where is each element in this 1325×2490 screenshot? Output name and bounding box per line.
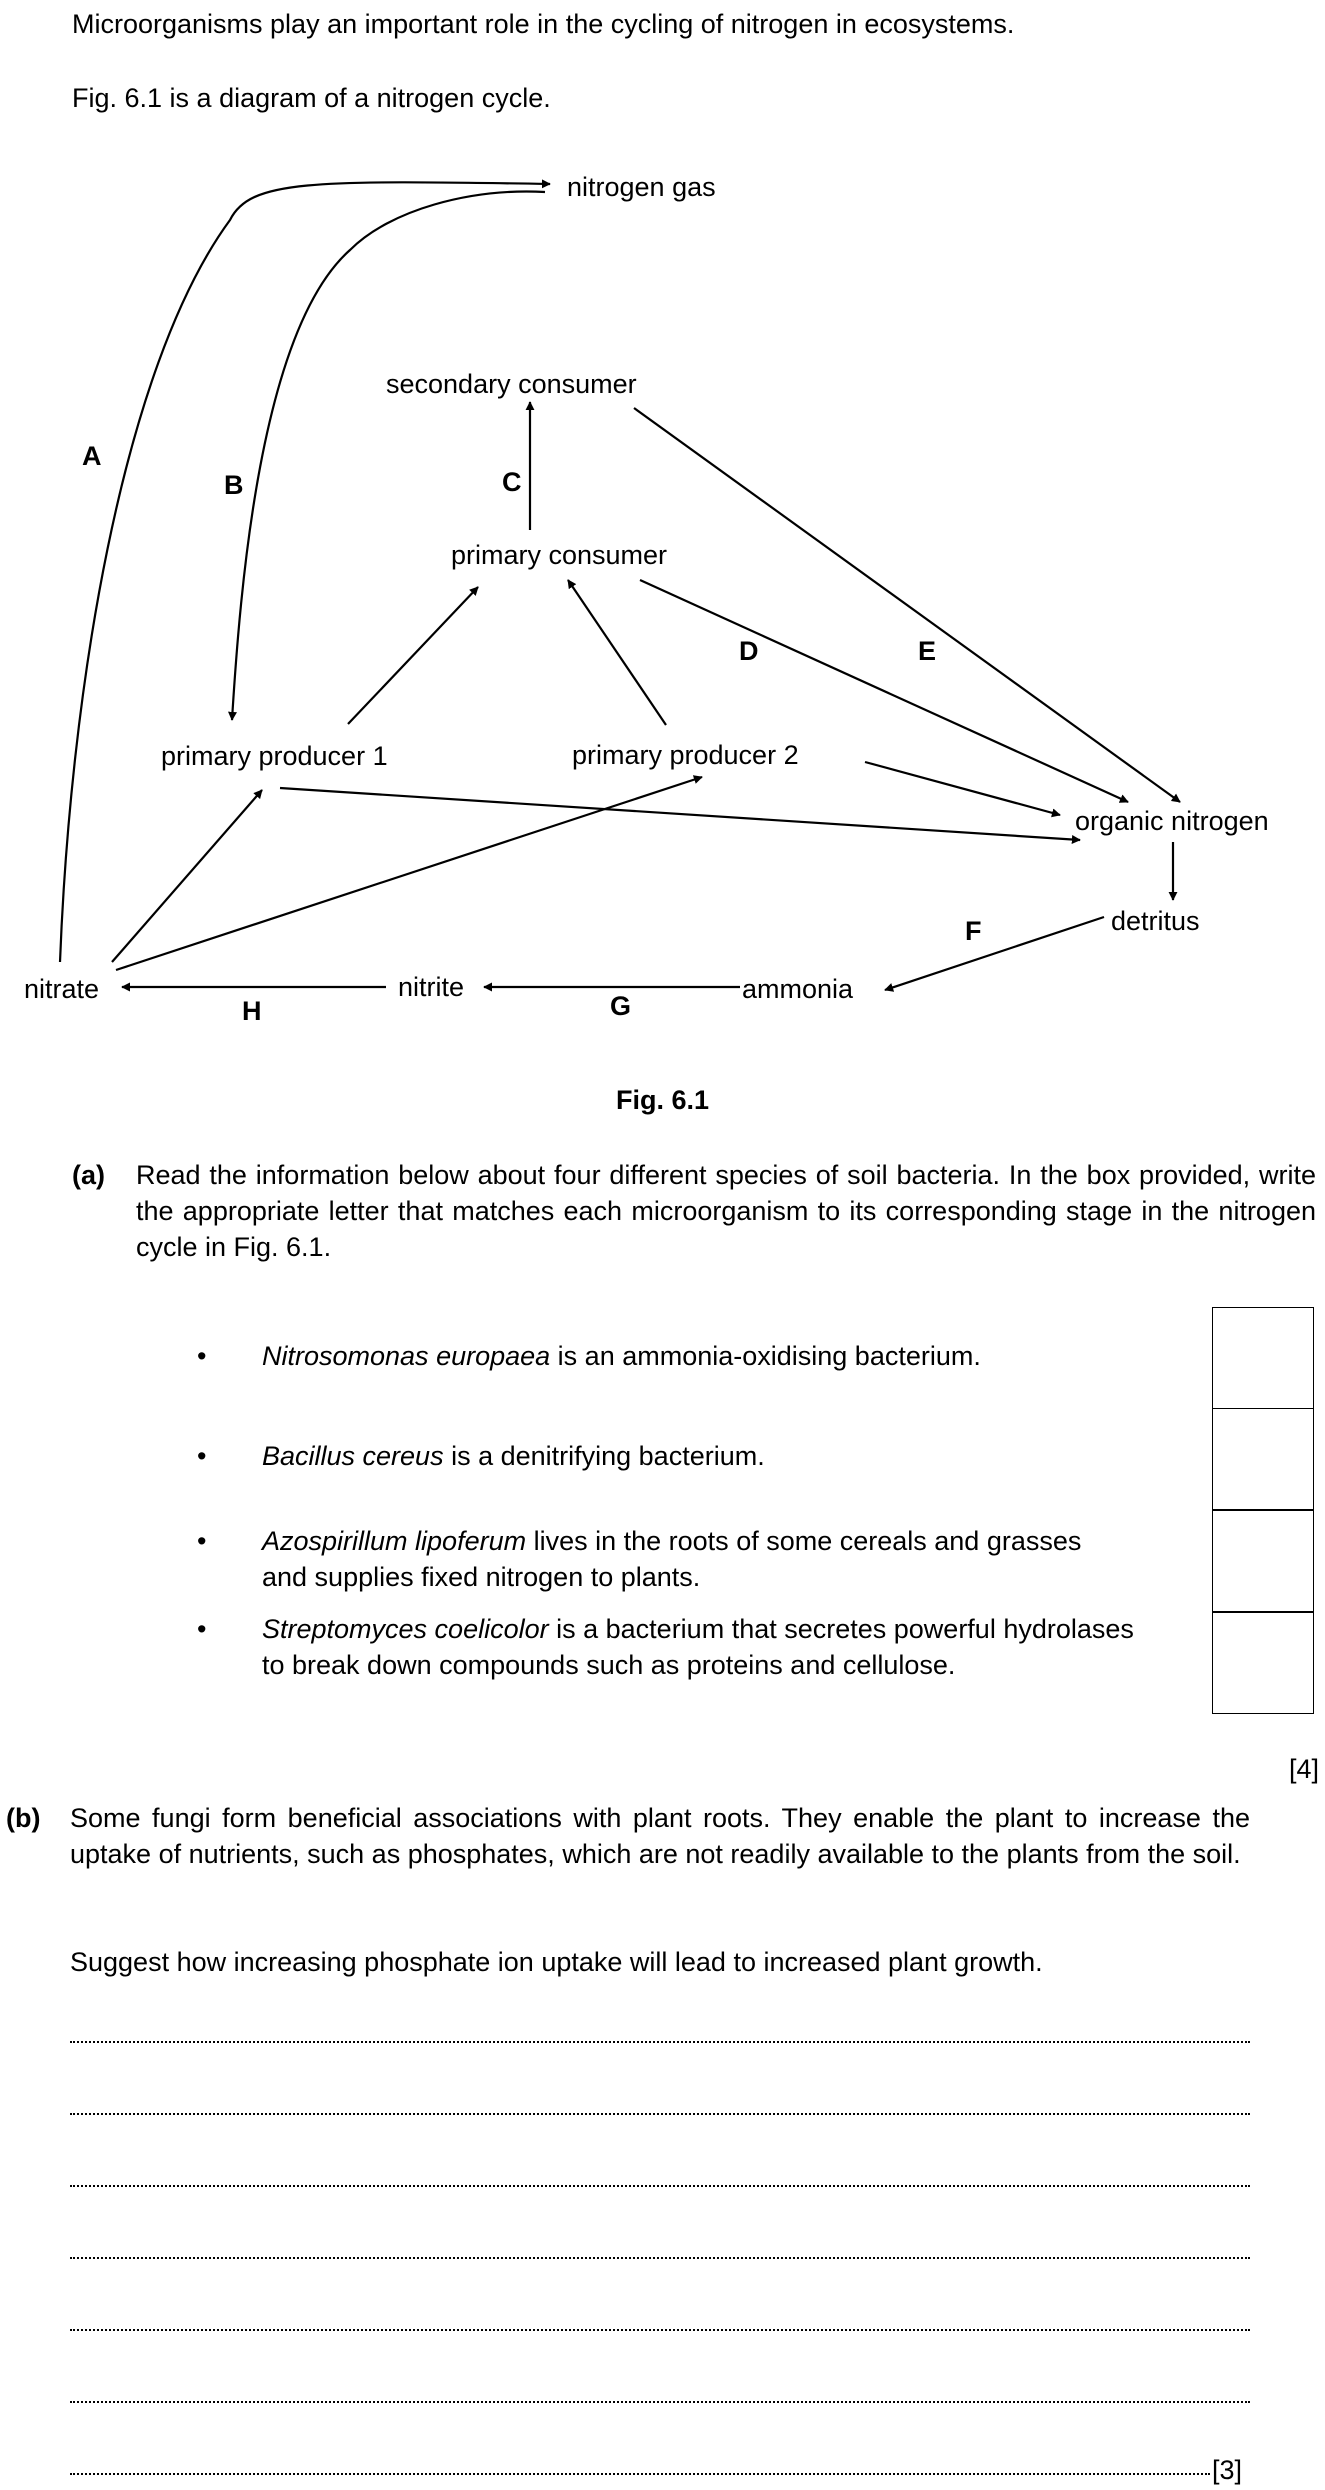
nitrogen-cycle-diagram bbox=[0, 140, 1325, 1120]
label-b: B bbox=[224, 470, 244, 500]
arrow-nitrate-to-pp1 bbox=[112, 790, 262, 962]
arrow-nitrate-to-pp2 bbox=[116, 777, 702, 970]
arrow-b bbox=[232, 192, 545, 720]
figure-reference-text: Fig. 6.1 is a diagram of a nitrogen cycle. bbox=[72, 83, 551, 113]
answer-line-2[interactable] bbox=[70, 2113, 1250, 2115]
answer-line-1[interactable] bbox=[70, 2041, 1250, 2043]
arrow-pp2-to-organic bbox=[865, 762, 1060, 815]
bullet-3: • bbox=[197, 1526, 207, 1556]
label-a: A bbox=[82, 441, 102, 471]
answer-line-6[interactable] bbox=[70, 2401, 1250, 2403]
answer-box-1[interactable] bbox=[1212, 1307, 1314, 1409]
node-nitrogen-gas: nitrogen gas bbox=[567, 172, 716, 202]
label-h: H bbox=[242, 996, 262, 1026]
intro-text: Microorganisms play an important role in the cycling of nitrogen in ecosystems. bbox=[72, 9, 1015, 39]
part-a-marks: [4] bbox=[1288, 1754, 1319, 1784]
answer-line-3[interactable] bbox=[70, 2185, 1250, 2187]
species-name-3: Azospirillum lipoferum bbox=[262, 1526, 527, 1556]
node-detritus: detritus bbox=[1111, 906, 1200, 936]
label-g: G bbox=[610, 991, 632, 1021]
part-b-text: Some fungi form beneficial associations with plant roots. They enable the plant to increase the uptake of nutrients, such as phosphates, which are not readily available to the plants from the soil. bbox=[70, 1803, 1250, 1869]
arrow-pp1-to-consumer bbox=[348, 587, 478, 724]
label-c: C bbox=[502, 467, 522, 497]
answer-line-7[interactable] bbox=[70, 2473, 1210, 2475]
node-secondary-consumer: secondary consumer bbox=[386, 369, 637, 399]
species-name-4: Streptomyces coelicolor bbox=[262, 1614, 549, 1644]
bacteria-item-4: Streptomyces coelicolor is a bacterium that secretes powerful hydrolases to break down compounds such as proteins and cellulose. bbox=[262, 1614, 1134, 1680]
bullet-4: • bbox=[197, 1614, 207, 1644]
part-a-text: Read the information below about four different species of soil bacteria. In the box provided, write the appropriate letter that matches each microorganism to its corresponding stage in the nitrogen cycle in Fig. 6.1. bbox=[136, 1160, 1316, 1262]
bacteria-item-3: Azospirillum lipoferum lives in the roots of some cereals and grasses and supplies fixed nitrogen to plants. bbox=[262, 1526, 1082, 1592]
figure-caption: Fig. 6.1 bbox=[615, 1085, 710, 1115]
label-e: E bbox=[918, 636, 937, 666]
node-ammonia: ammonia bbox=[742, 974, 854, 1004]
node-nitrite: nitrite bbox=[398, 972, 465, 1002]
node-organic-nitrogen: organic nitrogen bbox=[1075, 806, 1269, 836]
bullet-2: • bbox=[197, 1441, 207, 1471]
label-d: D bbox=[739, 636, 759, 666]
bacteria-item-1: Nitrosomonas europaea is an ammonia-oxidising bacterium. bbox=[262, 1341, 981, 1371]
node-nitrate: nitrate bbox=[24, 974, 100, 1004]
answer-box-2[interactable] bbox=[1212, 1408, 1314, 1510]
node-primary-consumer: primary consumer bbox=[451, 540, 668, 570]
arrow-pp2-to-consumer bbox=[568, 580, 666, 725]
answer-line-4[interactable] bbox=[70, 2257, 1250, 2259]
node-primary-producer-1: primary producer 1 bbox=[161, 741, 388, 771]
part-a-label: (a) bbox=[72, 1160, 105, 1190]
node-primary-producer-2: primary producer 2 bbox=[572, 740, 799, 770]
answer-line-5[interactable] bbox=[70, 2329, 1250, 2331]
part-b-label: (b) bbox=[6, 1803, 41, 1833]
answer-box-3[interactable] bbox=[1212, 1510, 1314, 1612]
species-name-1: Nitrosomonas europaea bbox=[262, 1341, 551, 1371]
arrow-pp1-to-organic bbox=[280, 788, 1080, 840]
arrow-f bbox=[885, 917, 1104, 990]
part-b-marks: [3] bbox=[1212, 2455, 1243, 2485]
answer-box-4[interactable] bbox=[1212, 1612, 1314, 1714]
species-name-2: Bacillus cereus bbox=[262, 1441, 444, 1471]
bullet-1: • bbox=[197, 1341, 207, 1371]
label-f: F bbox=[965, 916, 982, 946]
part-b-question: Suggest how increasing phosphate ion uptake will lead to increased plant growth. bbox=[70, 1947, 1043, 1977]
arrow-a bbox=[60, 182, 550, 962]
bacteria-item-2: Bacillus cereus is a denitrifying bacterium. bbox=[262, 1441, 765, 1471]
